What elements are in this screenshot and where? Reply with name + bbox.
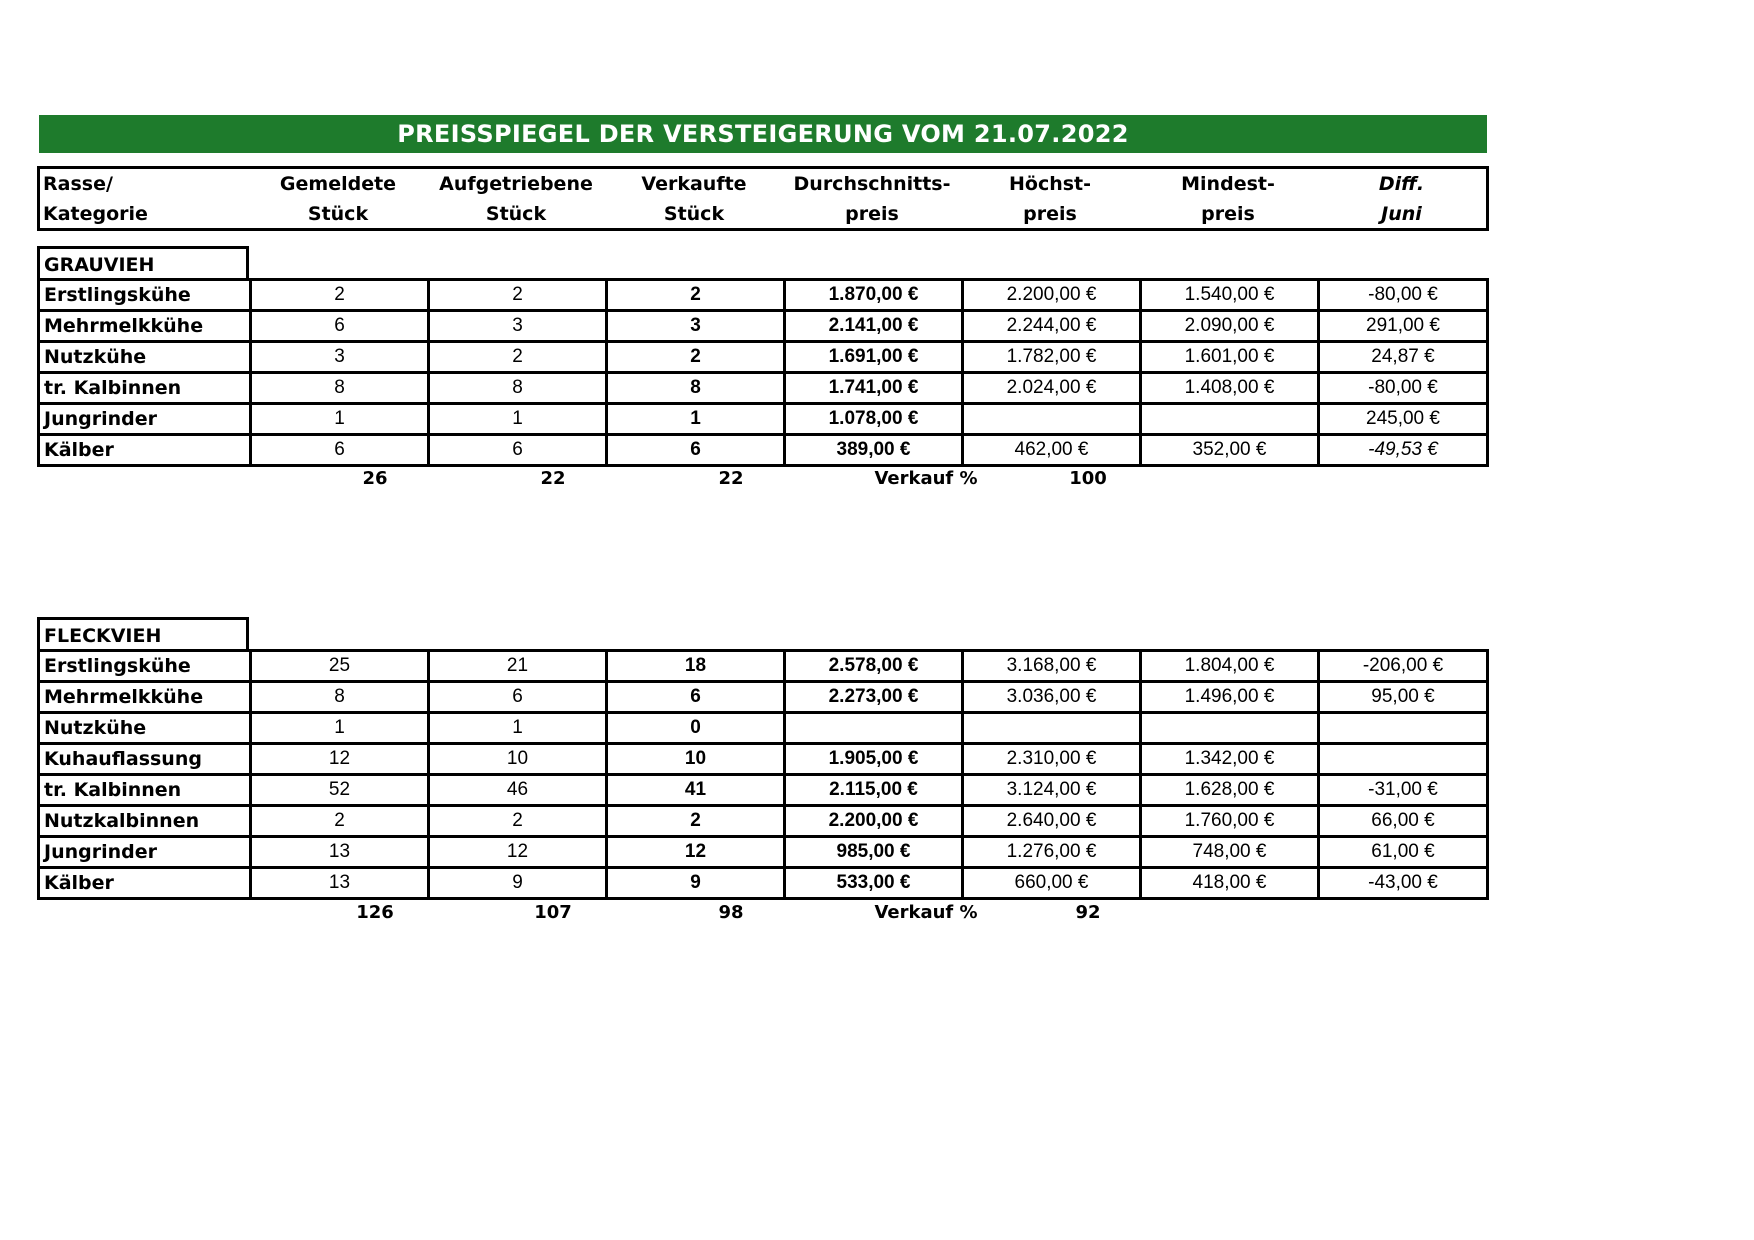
cell-diff-juni: 95,00 € xyxy=(1319,682,1488,713)
header-line: Juni xyxy=(1381,202,1422,225)
cell-mindestpreis: 2.090,00 € xyxy=(1141,311,1319,342)
total-gemeldet: 26 xyxy=(362,468,388,489)
cell-durchschnittspreis: 1.691,00 € xyxy=(785,342,963,373)
cell-category: tr. Kalbinnen xyxy=(39,373,251,404)
verkauf-percent-value: 100 xyxy=(1069,468,1107,489)
table-row xyxy=(39,280,1488,311)
page-title: PREISSPIEGEL DER VERSTEIGERUNG VOM 21.07.2022 xyxy=(39,115,1487,153)
cell-gemeldet: 6 xyxy=(251,311,429,342)
table-row xyxy=(39,775,1488,806)
cell-diff-juni: -49,53 € xyxy=(1319,435,1488,466)
cell-verkauft: 6 xyxy=(607,435,785,466)
cell-durchschnittspreis: 1.741,00 € xyxy=(785,373,963,404)
total-verkauft: 98 xyxy=(718,902,744,923)
cell-mindestpreis: 1.540,00 € xyxy=(1141,280,1319,311)
cell-durchschnittspreis: 2.273,00 € xyxy=(785,682,963,713)
cell-category: Nutzkalbinnen xyxy=(39,806,251,837)
header-rasse-kategorie xyxy=(40,169,252,228)
cell-category: Erstlingskühe xyxy=(39,280,251,311)
cell-verkauft: 9 xyxy=(607,868,785,899)
cell-mindestpreis: 1.628,00 € xyxy=(1141,775,1319,806)
cell-diff-juni: 61,00 € xyxy=(1319,837,1488,868)
cell-hoechstpreis: 3.036,00 € xyxy=(963,682,1141,713)
header-line: Gemeldete xyxy=(279,172,397,195)
cell-mindestpreis xyxy=(1141,713,1319,744)
header-aufgetriebene-stueck xyxy=(427,169,605,228)
cell-aufgetrieben: 46 xyxy=(429,775,607,806)
cell-hoechstpreis: 1.276,00 € xyxy=(963,837,1141,868)
section-label-fleckvieh: FLECKVIEH xyxy=(37,617,249,651)
cell-durchschnittspreis: 985,00 € xyxy=(785,837,963,868)
cell-hoechstpreis: 2.200,00 € xyxy=(963,280,1141,311)
cell-aufgetrieben: 10 xyxy=(429,744,607,775)
cell-gemeldet: 8 xyxy=(251,373,429,404)
cell-gemeldet: 8 xyxy=(251,682,429,713)
header-verkaufte-stueck xyxy=(605,169,783,228)
cell-diff-juni: 245,00 € xyxy=(1319,404,1488,435)
cell-gemeldet: 1 xyxy=(251,404,429,435)
header-line: Diff. xyxy=(1378,172,1425,195)
cell-durchschnittspreis xyxy=(785,713,963,744)
cell-category: Mehrmelkkühe xyxy=(39,311,251,342)
cell-gemeldet: 52 xyxy=(251,775,429,806)
cell-durchschnittspreis: 389,00 € xyxy=(785,435,963,466)
cell-durchschnittspreis: 1.905,00 € xyxy=(785,744,963,775)
cell-verkauft: 10 xyxy=(607,744,785,775)
cell-hoechstpreis: 2.640,00 € xyxy=(963,806,1141,837)
cell-durchschnittspreis: 2.200,00 € xyxy=(785,806,963,837)
header-line: Verkaufte xyxy=(641,172,747,195)
cell-durchschnittspreis: 1.078,00 € xyxy=(785,404,963,435)
cell-mindestpreis: 418,00 € xyxy=(1141,868,1319,899)
header-mindestpreis xyxy=(1139,169,1317,228)
cell-category: Nutzkühe xyxy=(39,713,251,744)
cell-verkauft: 2 xyxy=(607,806,785,837)
cell-hoechstpreis: 2.244,00 € xyxy=(963,311,1141,342)
cell-durchschnittspreis: 2.141,00 € xyxy=(785,311,963,342)
cell-gemeldet: 13 xyxy=(251,868,429,899)
cell-hoechstpreis: 660,00 € xyxy=(963,868,1141,899)
cell-mindestpreis: 748,00 € xyxy=(1141,837,1319,868)
total-aufgetrieben: 22 xyxy=(540,468,566,489)
table-row xyxy=(39,373,1488,404)
cell-aufgetrieben: 12 xyxy=(429,837,607,868)
column-header-row xyxy=(37,166,1489,231)
cell-category: tr. Kalbinnen xyxy=(39,775,251,806)
cell-aufgetrieben: 6 xyxy=(429,682,607,713)
cell-durchschnittspreis: 1.870,00 € xyxy=(785,280,963,311)
cell-aufgetrieben: 9 xyxy=(429,868,607,899)
cell-gemeldet: 12 xyxy=(251,744,429,775)
fleckvieh-table xyxy=(37,649,1489,900)
cell-category: Erstlingskühe xyxy=(39,651,251,682)
cell-diff-juni xyxy=(1319,713,1488,744)
cell-verkauft: 2 xyxy=(607,280,785,311)
cell-diff-juni: -80,00 € xyxy=(1319,373,1488,404)
cell-mindestpreis: 1.760,00 € xyxy=(1141,806,1319,837)
cell-category: Mehrmelkkühe xyxy=(39,682,251,713)
header-line: Stück xyxy=(485,202,547,225)
cell-diff-juni xyxy=(1319,744,1488,775)
cell-aufgetrieben: 1 xyxy=(429,713,607,744)
cell-verkauft: 0 xyxy=(607,713,785,744)
table-row xyxy=(39,311,1488,342)
fleckvieh-totals xyxy=(37,902,1489,928)
cell-hoechstpreis xyxy=(963,713,1141,744)
header-line: Mindest- xyxy=(1181,172,1275,195)
cell-durchschnittspreis: 533,00 € xyxy=(785,868,963,899)
header-line: Aufgetriebene xyxy=(439,172,593,195)
cell-verkauft: 18 xyxy=(607,651,785,682)
table-row xyxy=(39,837,1488,868)
cell-aufgetrieben: 21 xyxy=(429,651,607,682)
cell-gemeldet: 2 xyxy=(251,280,429,311)
verkauf-percent-value: 92 xyxy=(1075,902,1101,923)
cell-mindestpreis: 1.804,00 € xyxy=(1141,651,1319,682)
cell-verkauft: 12 xyxy=(607,837,785,868)
header-line: preis xyxy=(1023,202,1077,225)
cell-category: Kuhauflassung xyxy=(39,744,251,775)
header-line: Kategorie xyxy=(43,202,148,225)
cell-gemeldet: 2 xyxy=(251,806,429,837)
header-line: Durchschnitts- xyxy=(793,172,951,195)
header-hoechstpreis xyxy=(961,169,1139,228)
cell-mindestpreis: 1.601,00 € xyxy=(1141,342,1319,373)
cell-gemeldet: 13 xyxy=(251,837,429,868)
cell-mindestpreis xyxy=(1141,404,1319,435)
cell-category: Nutzkühe xyxy=(39,342,251,373)
cell-hoechstpreis xyxy=(963,404,1141,435)
table-row xyxy=(39,744,1488,775)
header-gemeldete-stueck xyxy=(249,169,427,228)
cell-verkauft: 8 xyxy=(607,373,785,404)
cell-hoechstpreis: 1.782,00 € xyxy=(963,342,1141,373)
cell-gemeldet: 6 xyxy=(251,435,429,466)
cell-hoechstpreis: 2.024,00 € xyxy=(963,373,1141,404)
cell-aufgetrieben: 3 xyxy=(429,311,607,342)
cell-aufgetrieben: 1 xyxy=(429,404,607,435)
cell-aufgetrieben: 2 xyxy=(429,280,607,311)
cell-durchschnittspreis: 2.578,00 € xyxy=(785,651,963,682)
cell-verkauft: 1 xyxy=(607,404,785,435)
table-row xyxy=(39,868,1488,899)
grauvieh-table xyxy=(37,278,1489,467)
header-line: Stück xyxy=(663,202,725,225)
cell-mindestpreis: 1.408,00 € xyxy=(1141,373,1319,404)
cell-hoechstpreis: 2.310,00 € xyxy=(963,744,1141,775)
header-line: Stück xyxy=(307,202,369,225)
header-line: Höchst- xyxy=(1008,172,1092,195)
cell-category: Kälber xyxy=(39,435,251,466)
total-gemeldet: 126 xyxy=(356,902,394,923)
table-row xyxy=(39,435,1488,466)
cell-aufgetrieben: 2 xyxy=(429,806,607,837)
verkauf-percent-label: Verkauf % xyxy=(874,468,978,489)
cell-diff-juni: -206,00 € xyxy=(1319,651,1488,682)
table-row xyxy=(39,404,1488,435)
cell-diff-juni: 66,00 € xyxy=(1319,806,1488,837)
cell-category: Jungrinder xyxy=(39,837,251,868)
cell-verkauft: 3 xyxy=(607,311,785,342)
cell-diff-juni: 24,87 € xyxy=(1319,342,1488,373)
header-line: preis xyxy=(1201,202,1255,225)
table-row xyxy=(39,682,1488,713)
cell-mindestpreis: 352,00 € xyxy=(1141,435,1319,466)
section-label-grauvieh: GRAUVIEH xyxy=(37,246,249,280)
table-row xyxy=(39,806,1488,837)
header-line: Rasse/ xyxy=(43,172,113,195)
cell-verkauft: 6 xyxy=(607,682,785,713)
table-row xyxy=(39,342,1488,373)
cell-hoechstpreis: 462,00 € xyxy=(963,435,1141,466)
cell-hoechstpreis: 3.124,00 € xyxy=(963,775,1141,806)
cell-mindestpreis: 1.342,00 € xyxy=(1141,744,1319,775)
cell-mindestpreis: 1.496,00 € xyxy=(1141,682,1319,713)
table-row xyxy=(39,651,1488,682)
cell-gemeldet: 1 xyxy=(251,713,429,744)
cell-verkauft: 41 xyxy=(607,775,785,806)
total-aufgetrieben: 107 xyxy=(534,902,572,923)
header-durchschnittspreis xyxy=(783,169,961,228)
cell-aufgetrieben: 8 xyxy=(429,373,607,404)
table-row xyxy=(39,713,1488,744)
header-line: preis xyxy=(845,202,899,225)
cell-durchschnittspreis: 2.115,00 € xyxy=(785,775,963,806)
cell-hoechstpreis: 3.168,00 € xyxy=(963,651,1141,682)
cell-gemeldet: 3 xyxy=(251,342,429,373)
cell-verkauft: 2 xyxy=(607,342,785,373)
cell-diff-juni: -43,00 € xyxy=(1319,868,1488,899)
cell-diff-juni: -31,00 € xyxy=(1319,775,1488,806)
cell-category: Kälber xyxy=(39,868,251,899)
cell-diff-juni: 291,00 € xyxy=(1319,311,1488,342)
grauvieh-totals xyxy=(37,468,1489,494)
verkauf-percent-label: Verkauf % xyxy=(874,902,978,923)
cell-aufgetrieben: 6 xyxy=(429,435,607,466)
total-verkauft: 22 xyxy=(718,468,744,489)
cell-diff-juni: -80,00 € xyxy=(1319,280,1488,311)
cell-category: Jungrinder xyxy=(39,404,251,435)
cell-aufgetrieben: 2 xyxy=(429,342,607,373)
header-diff-juni xyxy=(1317,169,1486,228)
cell-gemeldet: 25 xyxy=(251,651,429,682)
